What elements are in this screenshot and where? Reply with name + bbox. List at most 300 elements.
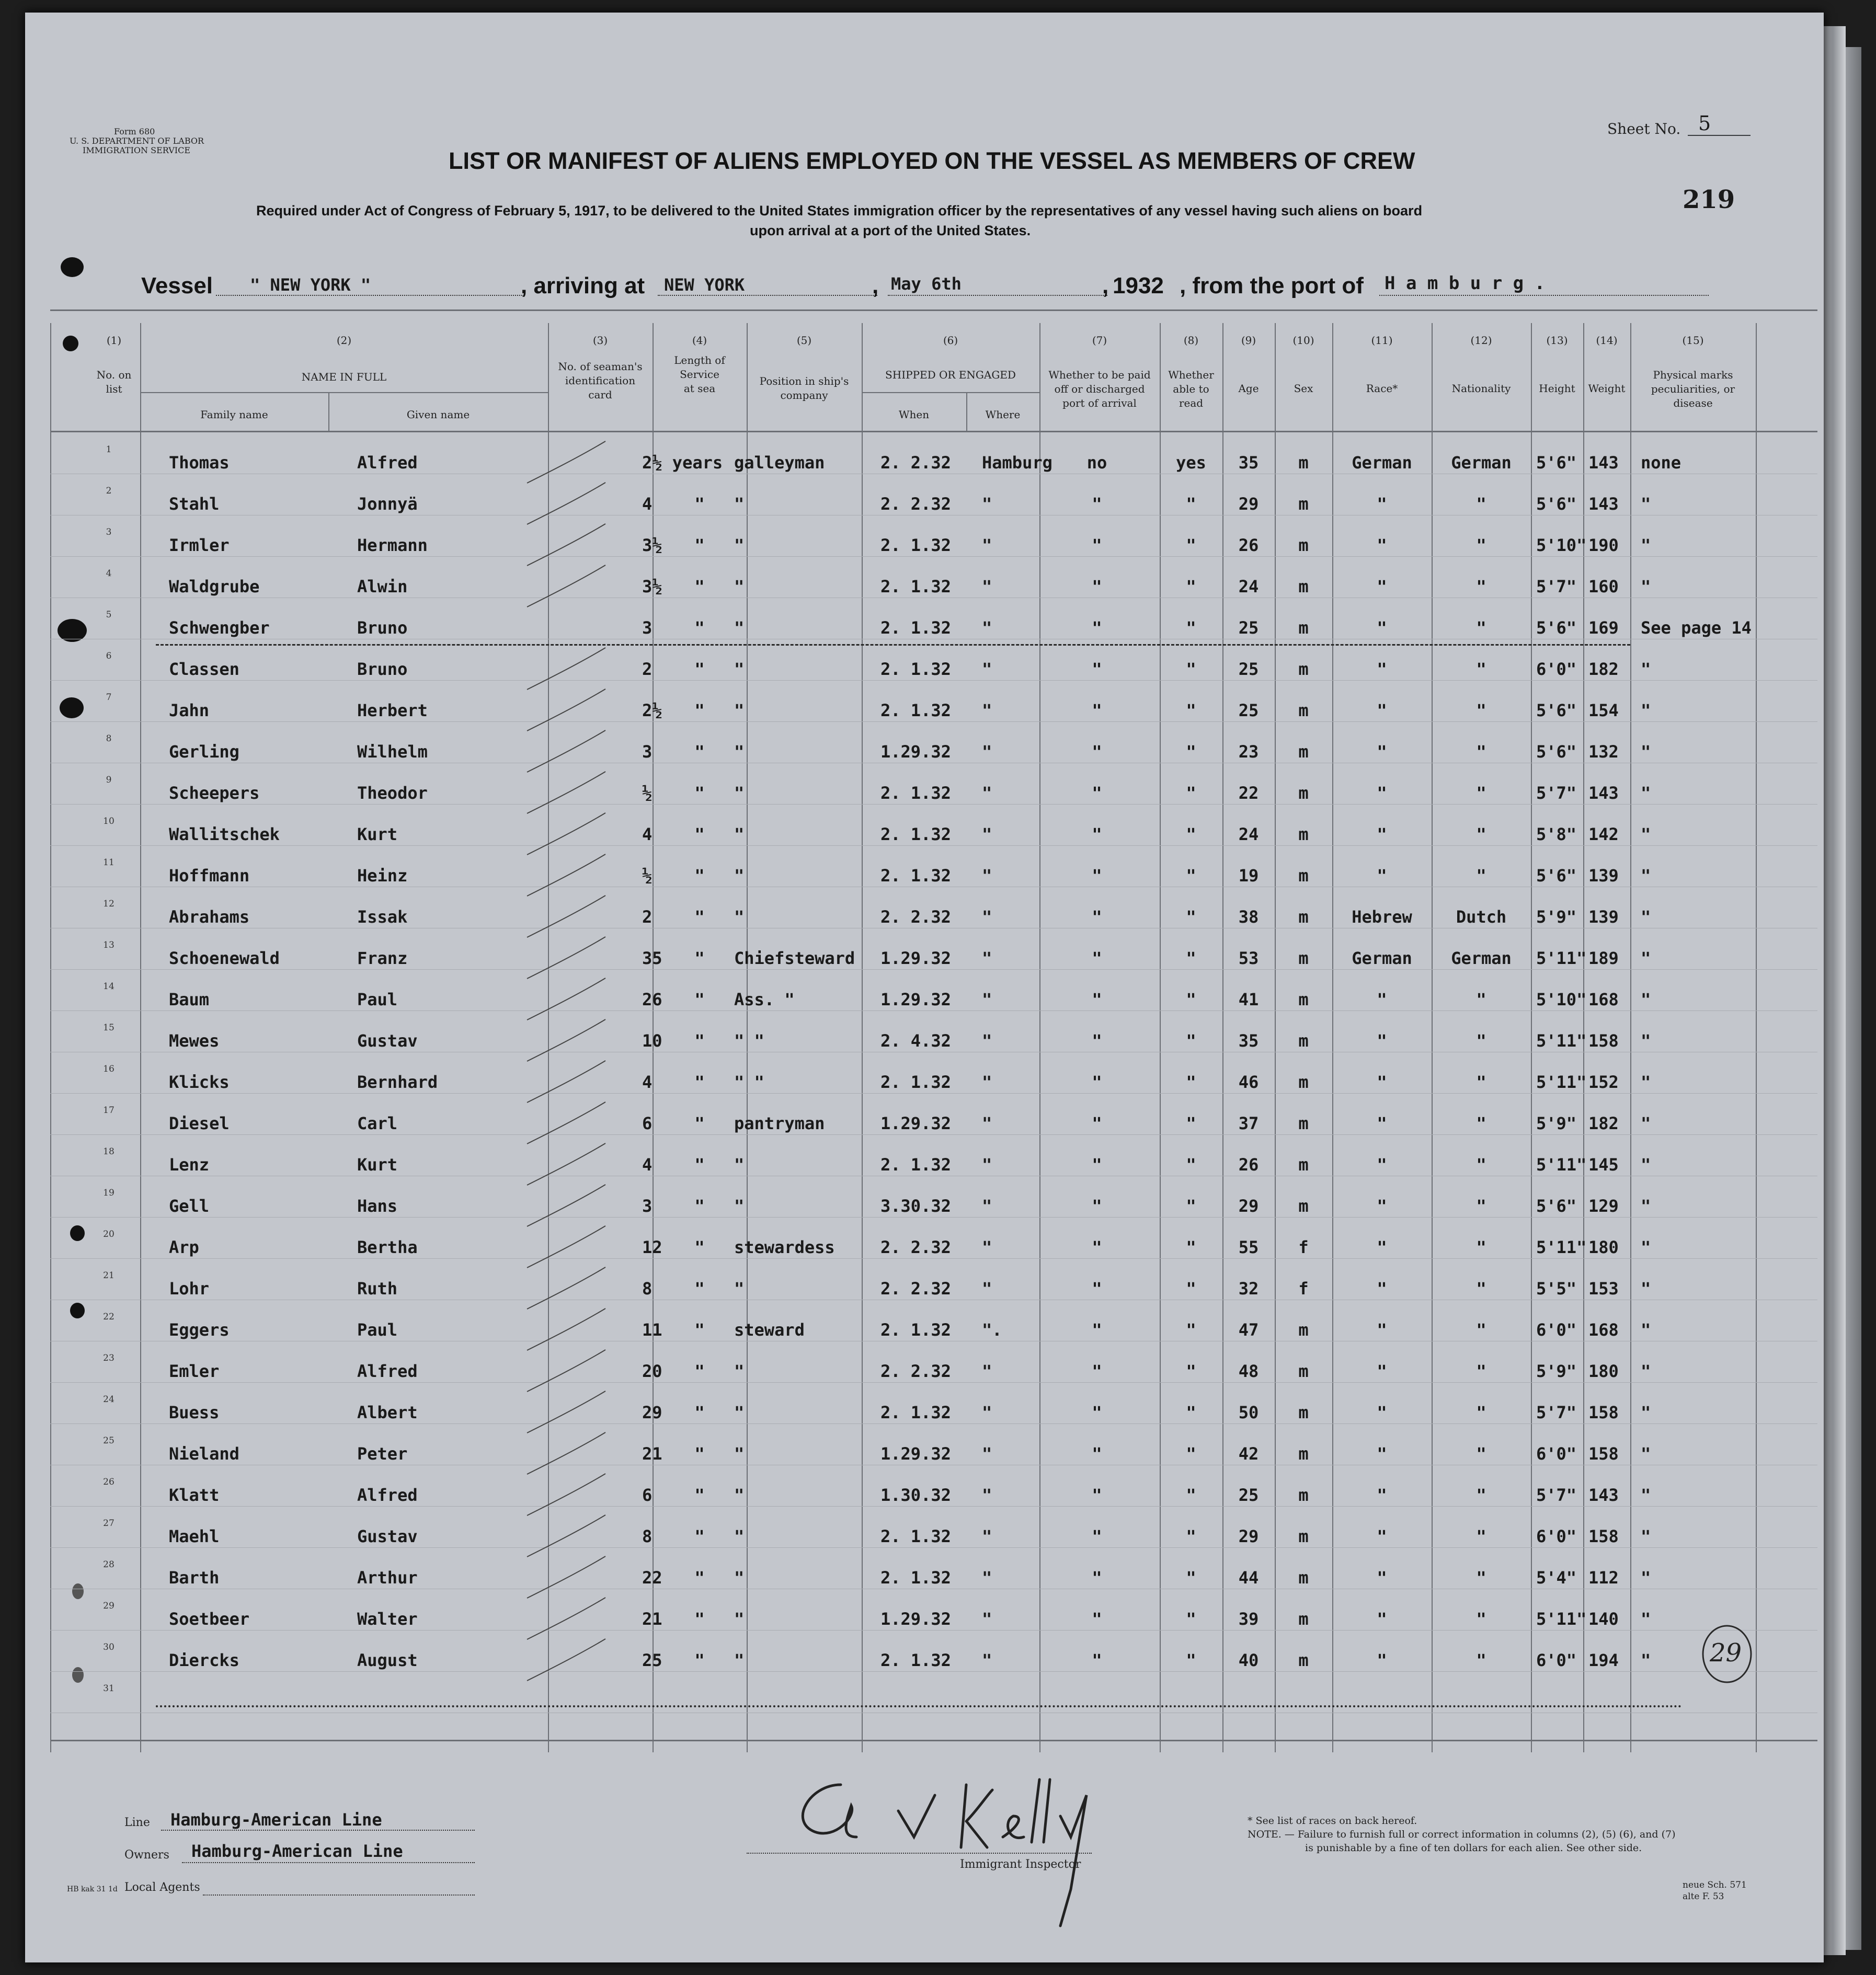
sex: m [1298,742,1309,762]
age: 55 [1238,1237,1259,1257]
paid-off: " [1092,948,1102,968]
length-of-service: 12 [642,1237,662,1257]
nationality: " [1476,1568,1486,1588]
row-rule [50,680,1817,681]
shipped-when: 1.29.32 [880,1609,951,1629]
family-name: Maehl [169,1526,220,1546]
vessel-label: Vessel [141,273,213,298]
table-bottom-border [50,1740,1817,1741]
shipped-when: 1.29.32 [880,1444,951,1464]
nationality: " [1476,1485,1486,1505]
physical-marks: " [1641,1155,1651,1175]
id-card-check-mark [527,1639,605,1681]
row-number: 20 [103,1229,115,1239]
row-number: 21 [103,1270,115,1281]
id-card-check-mark [527,1185,605,1226]
height: 5'6" [1536,453,1577,473]
row-number: 5 [106,610,112,620]
sheet-number-line [1688,135,1751,136]
nationality: " [1476,1196,1486,1216]
shipped-when: 2. 1.32 [880,1403,951,1422]
physical-marks: " [1641,948,1651,968]
sex: m [1298,1568,1309,1588]
sex: m [1298,1031,1309,1051]
col-10-header: Sex [1294,382,1313,395]
service-ditto: " [694,535,705,555]
given-name: Paul [357,990,398,1009]
col-2-header: NAME IN FULL [301,371,387,383]
race-note: * See list of races on back hereof. [1248,1815,1417,1827]
col-7-header: Whether to be paid off or discharged port of arrival [1048,369,1151,409]
row-number: 19 [103,1188,115,1198]
row-number: 23 [103,1353,115,1363]
page-stamp: 219 [1683,185,1735,214]
id-card-check-mark [527,441,605,483]
age: 50 [1238,1403,1259,1422]
paid-off: " [1092,659,1102,679]
shipped-where: " [982,1113,992,1133]
service-ditto: " [694,701,705,720]
service-ditto: " [694,1650,705,1670]
length-of-service: 3 [642,618,653,638]
form-id: Form 680 [114,127,155,136]
service-ditto: " [694,907,705,927]
name-subheader-line [140,392,548,393]
nationality: " [1476,783,1486,803]
sex: m [1298,824,1309,844]
row-rule [50,556,1817,557]
age: 23 [1238,742,1259,762]
shipped-where: " [982,1155,992,1175]
nationality: " [1476,866,1486,886]
row-number: 14 [103,981,115,992]
weight: 154 [1588,701,1619,720]
race: " [1377,990,1387,1009]
length-of-service: 2 [642,907,653,927]
height: 5'7" [1536,1403,1577,1422]
row-rule [50,1217,1817,1218]
age: 22 [1238,783,1259,803]
id-card-check-mark [527,483,605,524]
given-name: Franz [357,948,408,968]
ship-position: " [734,742,745,762]
row-number: 7 [106,692,112,703]
shipped-when: 2. 1.32 [880,1526,951,1546]
shipped-when: 2. 1.32 [880,577,951,596]
length-of-service: 35 [642,948,662,968]
shipped-when: 1.29.32 [880,948,951,968]
physical-marks: " [1641,659,1651,679]
row-rule [50,969,1817,970]
punch-hole-icon [63,336,78,351]
able-to-read: " [1186,824,1196,844]
length-of-service: 3 [642,742,653,762]
weight: 182 [1588,1113,1619,1133]
length-of-service: 20 [642,1361,662,1381]
id-card-check-mark [527,524,605,566]
shipped-where: " [982,701,992,720]
family-name: Gell [169,1196,210,1216]
physical-marks: " [1641,824,1651,844]
height: 5'6" [1536,494,1577,514]
form-title: LIST OR MANIFEST OF ALIENS EMPLOYED ON THE VESSEL AS MEMBERS OF CREW [449,147,1415,174]
id-card-check-mark [527,1019,605,1061]
weight: 139 [1588,907,1619,927]
ship-position: " [734,1155,745,1175]
sex: m [1298,1196,1309,1216]
shipped-when: 2. 1.32 [880,701,951,720]
service-ditto: " [694,1609,705,1629]
able-to-read: " [1186,1072,1196,1092]
nationality: " [1476,824,1486,844]
given-name: Kurt [357,1155,398,1175]
ship-position: " [734,535,745,555]
owners-value: Hamburg-American Line [191,1841,403,1861]
port-line [1379,295,1709,296]
schedule-code-old: alte F. 53 [1683,1891,1724,1902]
col-15-number: (15) [1682,334,1704,347]
date-line [888,295,1107,296]
able-to-read: " [1186,1196,1196,1216]
length-of-service: 3½ [642,577,662,596]
family-name: Lenz [169,1155,210,1175]
given-name: Jonnyä [357,494,418,514]
able-to-read: " [1186,1237,1196,1257]
length-of-service: 2½ [642,701,662,720]
col-5-number: (5) [796,334,812,347]
owners-label: Owners [124,1848,169,1862]
row-number: 13 [103,940,115,950]
service-line: IMMIGRATION SERVICE [83,145,191,155]
given-name: Alfred [357,1485,418,1505]
service-ditto: " [694,618,705,638]
arriving-port: NEW YORK [664,275,745,295]
col-14-header: Weight [1588,382,1626,395]
height: 5'6" [1536,1196,1577,1216]
col-6-header: SHIPPED OR ENGAGED [885,369,1016,381]
weight: 180 [1588,1237,1619,1257]
col-1-number: (1) [106,334,122,347]
service-ditto: " [694,990,705,1009]
header-bottom-border [50,431,1817,432]
sex: m [1298,866,1309,886]
punch-hole-icon [61,257,84,277]
line-underline [161,1830,475,1831]
service-ditto: " [694,1279,705,1299]
ship-position: " [734,1568,745,1588]
family-name: Schoenewald [169,948,280,968]
able-to-read: " [1186,1279,1196,1299]
weight: 158 [1588,1403,1619,1422]
column-divider [1432,323,1433,1752]
physical-marks: " [1641,1403,1651,1422]
family-name: Gerling [169,742,239,762]
able-to-read: " [1186,1155,1196,1175]
weight: 189 [1588,948,1619,968]
shipped-where: " [982,618,992,638]
shipped-when: 2. 1.32 [880,1320,951,1340]
able-to-read: " [1186,1113,1196,1133]
family-name: Classen [169,659,239,679]
column-divider [1630,323,1631,1752]
age: 41 [1238,990,1259,1009]
row-number: 16 [103,1064,115,1074]
weight: 139 [1588,866,1619,886]
nationality: " [1476,1237,1486,1257]
shipped-subheader-line [862,392,1039,393]
ship-position: " [734,783,745,803]
sex: m [1298,783,1309,803]
id-card-check-mark [527,1061,605,1103]
sex: m [1298,948,1309,968]
subtitle-line-1: Required under Act of Congress of February 5, 1917, to be delivered to the United States immigration officer by the representatives of any vessel having such aliens on board [256,203,1423,219]
id-card-check-mark [527,1267,605,1309]
able-to-read: " [1186,659,1196,679]
ship-position: " [734,1526,745,1546]
shipped-when: 2. 1.32 [880,535,951,555]
race: " [1377,535,1387,555]
service-ditto: " [694,1444,705,1464]
physical-marks: " [1641,577,1651,596]
col-9-header: Age [1238,382,1259,395]
able-to-read: " [1186,701,1196,720]
age: 38 [1238,907,1259,927]
height: 5'9" [1536,1113,1577,1133]
weight: 169 [1588,618,1619,638]
nationality: " [1476,1526,1486,1546]
physical-marks: " [1641,1279,1651,1299]
nationality: " [1476,1155,1486,1175]
col-11-number: (11) [1371,334,1393,347]
departure-port: H a m b u r g . [1385,273,1546,294]
age: 47 [1238,1320,1259,1340]
ship-position: galleyman [734,453,825,473]
service-ditto: " [694,1155,705,1175]
given-name: Hans [357,1196,398,1216]
shipped-when: 2. 1.32 [880,1650,951,1670]
row-number: 18 [103,1146,115,1157]
row-rule [50,1258,1817,1259]
age: 24 [1238,824,1259,844]
shipped-where: " [982,907,992,927]
height: 6'0" [1536,1320,1577,1340]
race: " [1377,1113,1387,1133]
height: 5'9" [1536,1361,1577,1381]
race: " [1377,1072,1387,1092]
shipped-where: " [982,1031,992,1051]
age: 29 [1238,1196,1259,1216]
physical-marks: " [1641,1485,1651,1505]
nationality: " [1476,1609,1486,1629]
row-rule [50,1134,1817,1135]
sex: m [1298,577,1309,596]
shipped-where: " [982,824,992,844]
age: 25 [1238,1485,1259,1505]
physical-marks: " [1641,1568,1651,1588]
col-2-number: (2) [336,334,352,347]
given-name: Bruno [357,618,408,638]
col-4-header: Length of Service at sea [674,354,725,395]
able-to-read: " [1186,494,1196,514]
row-rule [50,1547,1817,1548]
penalty-note-1: NOTE. — Failure to furnish full or correct information in columns (2), (5) (6), and (7) [1248,1829,1676,1840]
id-card-check-mark [527,1226,605,1268]
length-of-service: 2½ years [642,453,723,473]
col-12-header: Nationality [1451,382,1511,395]
from-port-label: , from the port of [1180,273,1364,298]
family-name: Abrahams [169,907,250,927]
ship-position: " [734,1609,745,1629]
col-10-number: (10) [1292,334,1314,347]
weight: 153 [1588,1279,1619,1299]
weight: 143 [1588,453,1619,473]
ship-position: " [734,1196,745,1216]
length-of-service: 8 [642,1279,653,1299]
agents-underline [203,1894,475,1896]
paid-off: " [1092,990,1102,1009]
weight: 129 [1588,1196,1619,1216]
col-6b-header: Where [985,408,1021,421]
race: " [1377,1196,1387,1216]
service-ditto: " [694,1031,705,1051]
paid-off: " [1092,494,1102,514]
department-line: U. S. DEPARTMENT OF LABOR [70,136,204,146]
col-7-number: (7) [1092,334,1107,347]
age: 35 [1238,1031,1259,1051]
sex: m [1298,453,1309,473]
id-card-check-mark [527,813,605,855]
service-ditto: " [694,742,705,762]
shipped-where: " [982,1361,992,1381]
paid-off: " [1092,1155,1102,1175]
shipped-when: 1.30.32 [880,1485,951,1505]
weight: 158 [1588,1526,1619,1546]
family-name: Mewes [169,1031,220,1051]
id-card-check-mark [527,1391,605,1433]
penalty-note-2: is punishable by a fine of ten dollars for each alien. See other side. [1305,1842,1642,1854]
row-number: 17 [103,1105,115,1116]
height: 5'7" [1536,783,1577,803]
family-name: Arp [169,1237,199,1257]
race: " [1377,494,1387,514]
weight: 132 [1588,742,1619,762]
family-name: Jahn [169,701,210,720]
shipped-when: 2. 1.32 [880,1568,951,1588]
family-name: Klicks [169,1072,230,1092]
id-card-check-mark [527,1474,605,1515]
row-number: 15 [103,1023,115,1033]
weight: 168 [1588,1320,1619,1340]
shipped-where: " [982,1485,992,1505]
comma: , [872,273,879,298]
id-card-check-mark [527,1143,605,1185]
nationality: " [1476,535,1486,555]
age: 37 [1238,1113,1259,1133]
physical-marks: " [1641,1031,1651,1051]
given-name: Hermann [357,535,428,555]
nationality: " [1476,577,1486,596]
sex: m [1298,494,1309,514]
weight: 158 [1588,1444,1619,1464]
able-to-read: " [1186,535,1196,555]
nationality: " [1476,990,1486,1009]
race: " [1377,659,1387,679]
ship-position: Chiefsteward [734,948,855,968]
nationality: " [1476,1403,1486,1422]
length-of-service: 25 [642,1650,662,1670]
weight: 168 [1588,990,1619,1009]
given-name: Kurt [357,824,398,844]
nationality: " [1476,1031,1486,1051]
family-name: Diercks [169,1650,239,1670]
paid-off: " [1092,535,1102,555]
age: 25 [1238,701,1259,720]
family-name: Buess [169,1403,220,1422]
sex: m [1298,907,1309,927]
sex: m [1298,1072,1309,1092]
id-card-check-mark [527,689,605,731]
id-card-check-mark [527,1350,605,1392]
id-card-check-mark [527,1308,605,1350]
agents-label: Local Agents [124,1881,200,1894]
shipped-when: 2. 1.32 [880,824,951,844]
row-number: 28 [103,1559,115,1570]
shipped-where: " [982,742,992,762]
row-number: 1 [106,444,112,455]
race: " [1377,742,1387,762]
height: 5'11" [1536,1237,1587,1257]
paid-off: " [1092,1113,1102,1133]
row-number: 27 [103,1518,115,1529]
paid-off: " [1092,701,1102,720]
race: " [1377,1320,1387,1340]
nationality: " [1476,1444,1486,1464]
paid-off: " [1092,1031,1102,1051]
able-to-read: " [1186,742,1196,762]
family-name: Klatt [169,1485,220,1505]
ship-position: " [734,659,745,679]
shipped-where: " [982,1609,992,1629]
age: 40 [1238,1650,1259,1670]
owners-underline [182,1862,475,1863]
col-13-number: (13) [1546,334,1568,347]
circled-count: 29 [1710,1638,1742,1668]
row-number: 22 [103,1312,115,1322]
height: 5'11" [1536,1155,1587,1175]
sex: m [1298,1403,1309,1422]
paid-off: " [1092,1196,1102,1216]
paid-off: " [1092,1279,1102,1299]
height: 5'11" [1536,948,1587,968]
age: 29 [1238,494,1259,514]
ship-position: " [734,1650,745,1670]
sex: m [1298,1361,1309,1381]
race: " [1377,783,1387,803]
id-card-check-mark [527,1102,605,1144]
shipped-where: Hamburg [982,453,1053,473]
height: 5'11" [1536,1072,1587,1092]
sex: m [1298,1526,1309,1546]
sex: m [1298,1155,1309,1175]
row-number: 30 [103,1642,115,1652]
physical-marks: " [1641,742,1651,762]
height: 6'0" [1536,1526,1577,1546]
race: " [1377,1568,1387,1588]
height: 5'11" [1536,1031,1587,1051]
column-divider [1039,323,1040,1752]
length-of-service: 21 [642,1444,662,1464]
col-8-number: (8) [1183,334,1199,347]
